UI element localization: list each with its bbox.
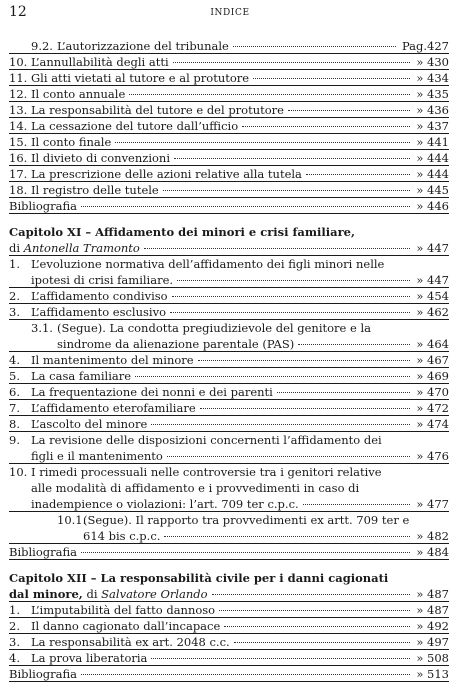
toc-page-ref: » 436 <box>416 103 449 117</box>
toc-entry-number: 13. <box>9 103 28 117</box>
toc-entry-number: 2. <box>9 289 20 303</box>
toc-chapter-line <box>9 570 449 586</box>
toc-page-ref: » 454 <box>416 289 449 303</box>
dot-leader <box>81 552 410 553</box>
toc-entry-number: 4. <box>9 353 20 367</box>
toc-page-ref: » 508 <box>416 651 449 665</box>
toc-page-ref: Pag.427 <box>401 39 449 53</box>
toc-entry-title: sindrome da alienazione parentale (PAS) <box>57 337 295 351</box>
toc-entry-line <box>9 38 449 54</box>
toc-entry-line <box>9 634 449 650</box>
toc-page-ref: » 441 <box>416 135 449 149</box>
toc-entry-title: La frequentazione dei nonni e dei parenti <box>31 385 273 399</box>
toc-page-ref: » 447 <box>416 241 449 255</box>
dot-leader <box>303 504 411 505</box>
toc-entry-line <box>9 368 449 384</box>
toc-page-ref: » 477 <box>416 497 449 511</box>
dot-leader <box>172 296 411 297</box>
toc-entry-title: figli e il mantenimento <box>31 449 163 463</box>
toc-entry-title: inadempience o violazioni: l’art. 709 ter c.p.c. <box>31 497 299 511</box>
dot-leader <box>219 610 410 611</box>
toc-entry-number: 5. <box>9 369 20 383</box>
toc-entry-title: La cessazione del tutore dall’ufficio <box>31 119 239 133</box>
toc-page-ref: » 497 <box>416 635 449 649</box>
toc-entry-title: Il conto annuale <box>31 87 126 101</box>
toc-entry-line <box>9 118 449 134</box>
toc-page-ref: » 467 <box>416 353 449 367</box>
toc-entry-title: L’evoluzione normativa dell’affidamento dei figli minori nelle <box>31 257 385 271</box>
dot-leader <box>115 142 410 143</box>
toc-page-ref: » 446 <box>416 199 449 213</box>
dot-leader <box>233 46 396 47</box>
dot-leader <box>212 594 411 595</box>
toc-entry-number: 4. <box>9 651 20 665</box>
dot-leader <box>298 344 410 345</box>
toc-entry-line <box>9 602 449 618</box>
row-divider <box>9 559 449 560</box>
toc-entry-number: 8. <box>9 417 20 431</box>
toc-page-ref: » 464 <box>416 337 449 351</box>
toc-page-ref: » 434 <box>416 71 449 85</box>
dot-leader <box>198 360 411 361</box>
dot-leader <box>81 206 410 207</box>
toc-page-ref: » 487 <box>416 603 449 617</box>
toc-entry-line <box>9 618 449 634</box>
toc-entry-title: Capitolo XII – La responsabilità civile per i danni cagionati <box>9 571 389 585</box>
toc-entry-title: Bibliografia <box>9 199 78 213</box>
toc-entry-line <box>9 304 449 320</box>
toc-entry-number: 3. <box>9 305 20 319</box>
table-of-contents <box>9 38 449 682</box>
toc-entry-title: Capitolo XI – Affidamento dei minori e crisi familiare, <box>9 225 355 239</box>
toc-page-ref: » 430 <box>416 55 449 69</box>
toc-page-ref: » 444 <box>416 151 449 165</box>
toc-entry-title: L’annullabilità degli atti <box>31 55 169 69</box>
toc-entry-number: 1. <box>9 603 20 617</box>
toc-page-ref: » 447 <box>416 273 449 287</box>
toc-entry-title: alle modalità di affidamento e i provvedimenti in caso di <box>31 481 360 495</box>
dot-leader <box>224 626 410 627</box>
toc-page-ref: » 462 <box>416 305 449 319</box>
toc-entry-title: Il mantenimento del minore <box>31 353 194 367</box>
toc-entry-line <box>9 352 449 368</box>
toc-entry-number: 10.1. <box>57 513 87 527</box>
dot-leader <box>288 110 410 111</box>
dot-leader <box>173 62 411 63</box>
toc-entry-line <box>9 54 449 70</box>
toc-entry-line <box>9 166 449 182</box>
toc-entry-title: di Antonella Tramonto <box>9 241 140 255</box>
toc-entry-line <box>9 400 449 416</box>
toc-entry-title: ipotesi di crisi familiare. <box>31 273 174 287</box>
toc-page-ref: » 444 <box>416 167 449 181</box>
toc-page-ref: » 474 <box>416 417 449 431</box>
toc-entry-title: La prescrizione delle azioni relative alla tutela <box>31 167 302 181</box>
toc-page-ref: » 484 <box>416 545 449 559</box>
toc-entry-line <box>9 416 449 432</box>
toc-entry-number: 7. <box>9 401 20 415</box>
toc-entry-title: Il divieto di convenzioni <box>31 151 171 165</box>
dot-leader <box>163 190 411 191</box>
toc-entry-line <box>9 198 449 214</box>
toc-entry-title: Gli atti vietati al tutore e al protutore <box>31 71 250 85</box>
toc-entry-line <box>9 650 449 666</box>
dot-leader <box>151 424 410 425</box>
toc-entry-line <box>9 134 449 150</box>
toc-page-ref: » 437 <box>416 119 449 133</box>
toc-page-ref: » 435 <box>416 87 449 101</box>
toc-chapter-line <box>9 224 449 240</box>
dot-leader <box>81 674 410 675</box>
toc-entry-number: 6. <box>9 385 20 399</box>
toc-entry-line <box>9 480 449 496</box>
toc-entry-number: 9.2. <box>31 39 53 53</box>
toc-entry-title: La casa familiare <box>31 369 132 383</box>
toc-chapter-line <box>9 586 449 602</box>
toc-entry-number: 9. <box>9 433 20 447</box>
toc-entry-number: 18. <box>9 183 28 197</box>
dot-leader <box>151 658 410 659</box>
toc-entry-title: Il registro delle tutele <box>31 183 159 197</box>
toc-page-ref: » 487 <box>416 587 449 601</box>
toc-page-ref: » 470 <box>416 385 449 399</box>
dot-leader <box>177 280 410 281</box>
toc-entry-number: 11. <box>9 71 28 85</box>
toc-entry-title: L’affidamento eterofamiliare <box>31 401 196 415</box>
toc-entry-line <box>9 320 449 336</box>
toc-entry-line <box>9 496 449 512</box>
toc-entry-line <box>9 528 449 544</box>
toc-entry-title: Il danno cagionato dall’incapace <box>31 619 221 633</box>
toc-entry-number: 10. <box>9 465 28 479</box>
toc-entry-line <box>9 102 449 118</box>
toc-entry-number: 3.1. <box>31 321 53 335</box>
toc-entry-line <box>9 240 449 256</box>
toc-entry-line <box>9 544 449 560</box>
toc-page-ref: » 482 <box>416 529 449 543</box>
toc-page-ref: » 469 <box>416 369 449 383</box>
dot-leader <box>234 642 411 643</box>
toc-entry-title: I rimedi processuali nelle controversie tra i genitori relative <box>31 465 382 479</box>
dot-leader <box>135 376 410 377</box>
toc-entry-title: L’imputabilità del fatto dannoso <box>31 603 216 617</box>
toc-entry-title: 614 bis c.p.c. <box>83 529 161 543</box>
dot-leader <box>167 456 410 457</box>
toc-entry-number: 14. <box>9 119 28 133</box>
running-header: INDICE <box>210 8 250 18</box>
toc-entry-number: 2. <box>9 619 20 633</box>
toc-page-ref: » 492 <box>416 619 449 633</box>
row-divider <box>9 213 449 214</box>
toc-entry-number: 3. <box>9 635 20 649</box>
toc-entry-line <box>9 182 449 198</box>
toc-entry-line <box>9 666 449 682</box>
dot-leader <box>129 94 410 95</box>
toc-entry-title: La responsabilità del tutore e del protutore <box>31 103 284 117</box>
toc-entry-line <box>9 336 449 352</box>
toc-entry-title: L’autorizzazione del tribunale <box>57 39 229 53</box>
toc-entry-number: 15. <box>9 135 28 149</box>
toc-entry-line <box>9 256 449 272</box>
toc-entry-title: L’affidamento esclusivo <box>31 305 167 319</box>
toc-entry-number: 10. <box>9 55 28 69</box>
section-spacer <box>9 560 449 570</box>
toc-entry-line <box>9 86 449 102</box>
toc-entry-title: dal minore, di Salvatore Orlando <box>9 587 208 601</box>
toc-entry-title: L’affidamento condiviso <box>31 289 168 303</box>
dot-leader <box>242 126 410 127</box>
page-number: 12 <box>9 4 27 20</box>
toc-entry-line <box>9 432 449 448</box>
toc-entry-line <box>9 464 449 480</box>
toc-page-ref: » 476 <box>416 449 449 463</box>
author-name: Salvatore Orlando <box>101 587 208 601</box>
toc-entry-line <box>9 384 449 400</box>
dot-leader <box>200 408 411 409</box>
toc-page-ref: » 472 <box>416 401 449 415</box>
toc-entry-title: Bibliografia <box>9 545 78 559</box>
toc-entry-title: La prova liberatoria <box>31 651 148 665</box>
dot-leader <box>277 392 410 393</box>
toc-entry-title: La revisione delle disposizioni concernenti l’affidamento dei <box>31 433 382 447</box>
toc-entry-line <box>9 150 449 166</box>
toc-entry-line <box>9 288 449 304</box>
toc-entry-line <box>9 272 449 288</box>
toc-entry-number: 16. <box>9 151 28 165</box>
dot-leader <box>174 158 410 159</box>
dot-leader <box>164 536 410 537</box>
toc-entry-line <box>9 512 449 528</box>
toc-entry-title: Bibliografia <box>9 667 78 681</box>
toc-entry-title: (Segue). Il rapporto tra provvedimenti ex artt. 709 ter e <box>83 513 410 527</box>
toc-page-ref: » 513 <box>416 667 449 681</box>
toc-entry-title: (Segue). La condotta pregiudizievole del genitore e la <box>57 321 372 335</box>
toc-entry-title: L’ascolto del minore <box>31 417 148 431</box>
section-spacer <box>9 214 449 224</box>
dot-leader <box>170 312 410 313</box>
toc-entry-number: 12. <box>9 87 28 101</box>
author-name: Antonella Tramonto <box>23 241 140 255</box>
toc-entry-number: 17. <box>9 167 28 181</box>
dot-leader <box>306 174 410 175</box>
dot-leader <box>253 78 410 79</box>
toc-entry-number: 1. <box>9 257 20 271</box>
toc-entry-line <box>9 448 449 464</box>
dot-leader <box>144 248 411 249</box>
toc-entry-title: La responsabilità ex art. 2048 c.c. <box>31 635 230 649</box>
toc-page-ref: » 445 <box>416 183 449 197</box>
toc-entry-title: Il conto finale <box>31 135 112 149</box>
toc-entry-line <box>9 70 449 86</box>
